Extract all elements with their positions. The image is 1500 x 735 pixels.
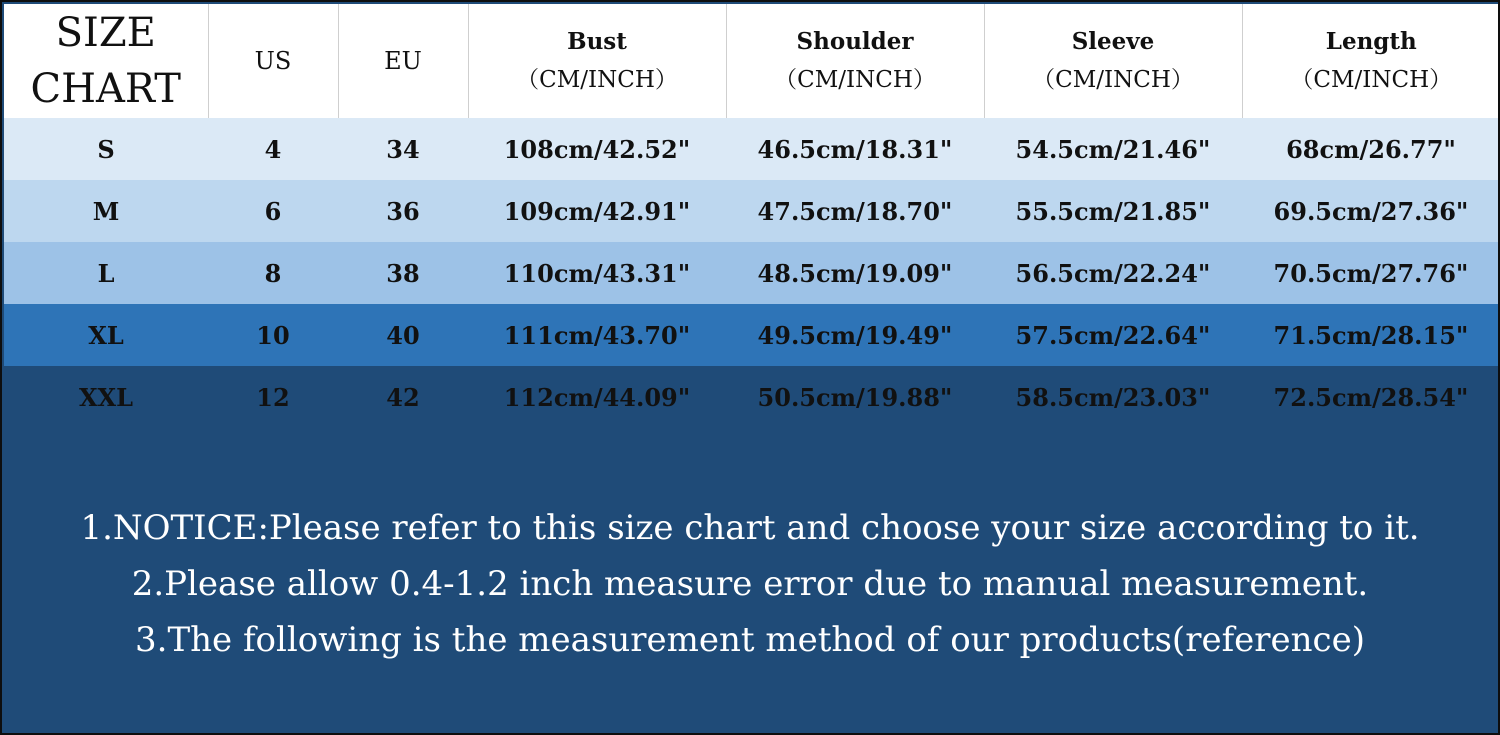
column-header-sleeve: [984, 4, 1242, 118]
cell-us: 4: [208, 118, 338, 180]
column-header-label: Sleeve: [1071, 28, 1155, 55]
cell-eu: 34: [338, 118, 468, 180]
cell-size: L: [4, 242, 208, 304]
cell-us: 12: [208, 366, 338, 428]
column-header-label: EU: [384, 47, 422, 75]
cell-length: 68cm/26.77": [1242, 118, 1500, 180]
title-line-1: SIZE: [55, 10, 156, 56]
cell-sleeve: 56.5cm/22.24": [984, 242, 1242, 304]
cell-shoulder: 48.5cm/19.09": [726, 242, 984, 304]
cell-sleeve: 58.5cm/23.03": [984, 366, 1242, 428]
size-chart-table: [4, 4, 1500, 428]
cell-eu: 36: [338, 180, 468, 242]
cell-sleeve: 54.5cm/21.46": [984, 118, 1242, 180]
cell-eu: 40: [338, 304, 468, 366]
table-header-row: [4, 4, 1500, 118]
column-header-us: [208, 4, 338, 118]
cell-size: XL: [4, 304, 208, 366]
cell-bust: 108cm/42.52": [468, 118, 726, 180]
cell-eu: 42: [338, 366, 468, 428]
cell-shoulder: 50.5cm/19.88": [726, 366, 984, 428]
table-row-s: [4, 118, 1500, 180]
size-chart-title: [4, 4, 208, 118]
cell-size: S: [4, 118, 208, 180]
column-header-unit: （CM/INCH）: [1032, 67, 1194, 93]
column-header-bust: [468, 4, 726, 118]
cell-length: 71.5cm/28.15": [1242, 304, 1500, 366]
cell-length: 69.5cm/27.36": [1242, 180, 1500, 242]
column-header-label: US: [254, 47, 292, 75]
cell-size: M: [4, 180, 208, 242]
cell-length: 70.5cm/27.76": [1242, 242, 1500, 304]
table-row-xxl: [4, 366, 1500, 428]
cell-bust: 109cm/42.91": [468, 180, 726, 242]
cell-shoulder: 49.5cm/19.49": [726, 304, 984, 366]
cell-sleeve: 57.5cm/22.64": [984, 304, 1242, 366]
cell-us: 6: [208, 180, 338, 242]
cell-bust: 110cm/43.31": [468, 242, 726, 304]
column-header-label: Shoulder: [796, 28, 914, 55]
column-header-unit: （CM/INCH）: [516, 67, 678, 93]
cell-shoulder: 47.5cm/18.70": [726, 180, 984, 242]
notice-line-1: 1.NOTICE:Please refer to this size chart and choose your size according to it.: [80, 508, 1420, 548]
column-header-length: [1242, 4, 1500, 118]
cell-sleeve: 55.5cm/21.85": [984, 180, 1242, 242]
column-header-shoulder: [726, 4, 984, 118]
table-row-xl: [4, 304, 1500, 366]
cell-us: 10: [208, 304, 338, 366]
cell-bust: 112cm/44.09": [468, 366, 726, 428]
notice-line-3: 3.The following is the measurement method of our products(reference): [135, 620, 1365, 660]
table-row-m: [4, 180, 1500, 242]
cell-eu: 38: [338, 242, 468, 304]
cell-bust: 111cm/43.70": [468, 304, 726, 366]
column-header-label: Length: [1325, 28, 1417, 55]
column-header-unit: （CM/INCH）: [1290, 67, 1453, 93]
notice-block: [2, 500, 1498, 668]
table-row-l: [4, 242, 1500, 304]
title-line-2: CHART: [30, 66, 181, 112]
cell-size: XXL: [4, 366, 208, 428]
notice-line-2: 2.Please allow 0.4-1.2 inch measure error due to manual measurement.: [131, 564, 1369, 604]
column-header-eu: [338, 4, 468, 118]
cell-shoulder: 46.5cm/18.31": [726, 118, 984, 180]
cell-length: 72.5cm/28.54": [1242, 366, 1500, 428]
column-header-unit: （CM/INCH）: [774, 67, 936, 93]
column-header-label: Bust: [567, 28, 627, 55]
cell-us: 8: [208, 242, 338, 304]
